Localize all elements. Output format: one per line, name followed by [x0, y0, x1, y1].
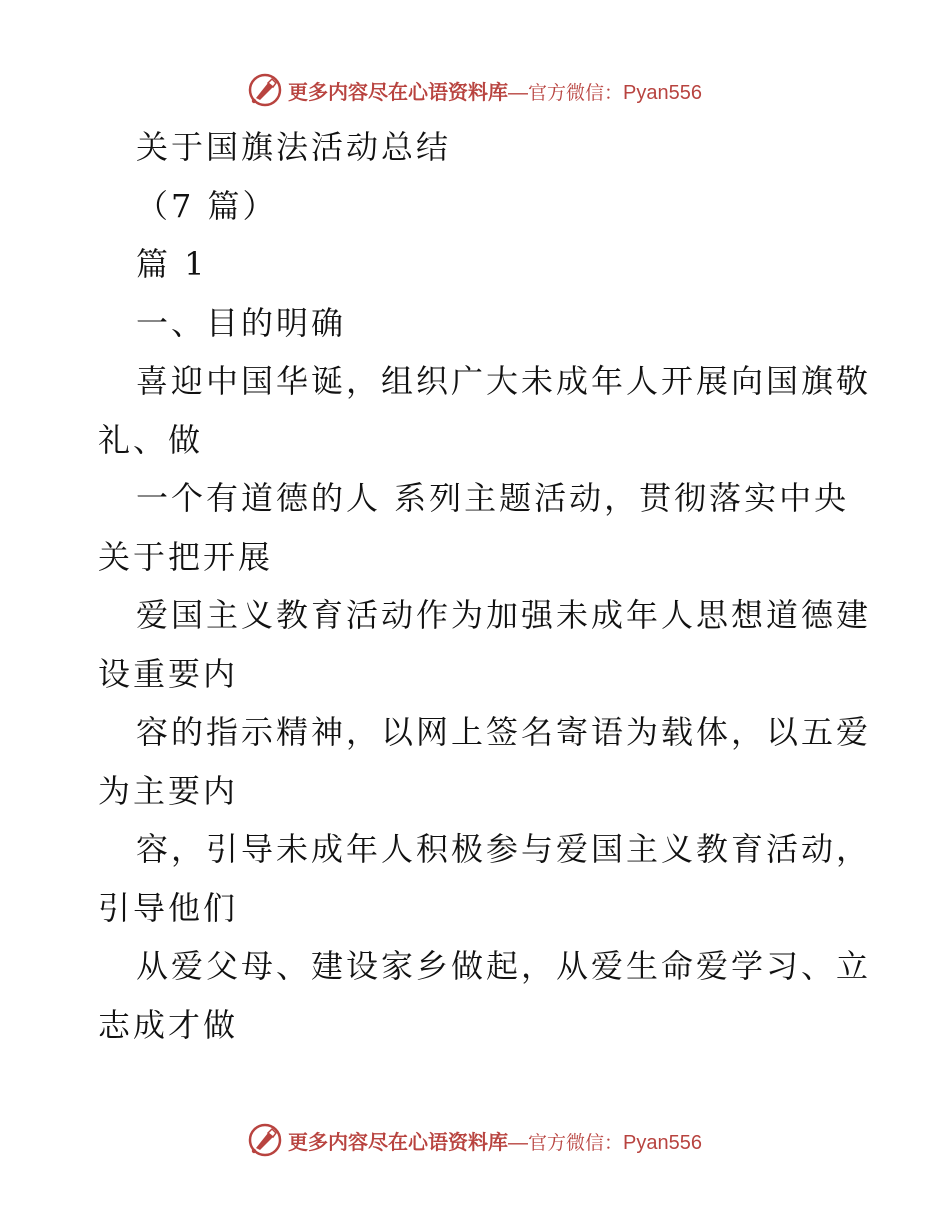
banner-content: [248, 73, 702, 107]
banner-dash: —: [508, 81, 528, 104]
chapter-heading: 篇 1: [136, 245, 208, 283]
banner-main-text: 更多内容尽在心语资料库: [288, 1129, 508, 1154]
body-line: 容的指示精神，以网上签名寄语为载体，以五爱: [136, 713, 872, 751]
pen-nib-logo-icon: [248, 73, 282, 107]
banner-text: [288, 1126, 702, 1155]
body-line: 为主要内: [98, 771, 239, 810]
pen-nib-logo-icon: [248, 1123, 282, 1157]
banner-main-text: 更多内容尽在心语资料库: [288, 79, 508, 104]
body-line: 爱国主义教育活动作为加强未成年人思想道德建: [136, 596, 872, 634]
body-line: 志成才做: [98, 1005, 239, 1044]
banner-wechat-label: 官方微信：: [528, 81, 624, 104]
banner-dash: —: [508, 1131, 528, 1154]
document-subtitle: （7 篇）: [136, 186, 278, 225]
banner-content: [248, 1123, 702, 1157]
document-title: 关于国旗法活动总结: [136, 128, 452, 166]
body-line: 设重要内: [98, 654, 239, 693]
body-line: 引导他们: [98, 888, 239, 927]
banner-text: [288, 76, 702, 105]
body-paragraph: [98, 352, 872, 1054]
banner-wechat-label: 官方微信：: [528, 1131, 624, 1154]
header-banner: [0, 68, 950, 112]
body-line: 从爱父母、建设家乡做起，从爱生命爱学习、立: [136, 947, 872, 985]
document-body: [98, 118, 872, 1054]
section-heading: 一、目的明确: [136, 303, 347, 342]
body-line: 容，引导未成年人积极参与爱国主义教育活动，: [136, 830, 872, 868]
footer-banner: [0, 1118, 950, 1162]
body-line: 喜迎中国华诞，组织广大未成年人开展向国旗敬: [136, 362, 872, 400]
body-line: 礼、做: [98, 420, 204, 459]
body-line: 关于把开展: [98, 537, 274, 576]
body-line: 一个有道德的人 系列主题活动，贯彻落实中央: [136, 479, 850, 517]
banner-wechat-id: Pyan556: [623, 81, 702, 104]
banner-wechat-id: Pyan556: [623, 1131, 702, 1154]
